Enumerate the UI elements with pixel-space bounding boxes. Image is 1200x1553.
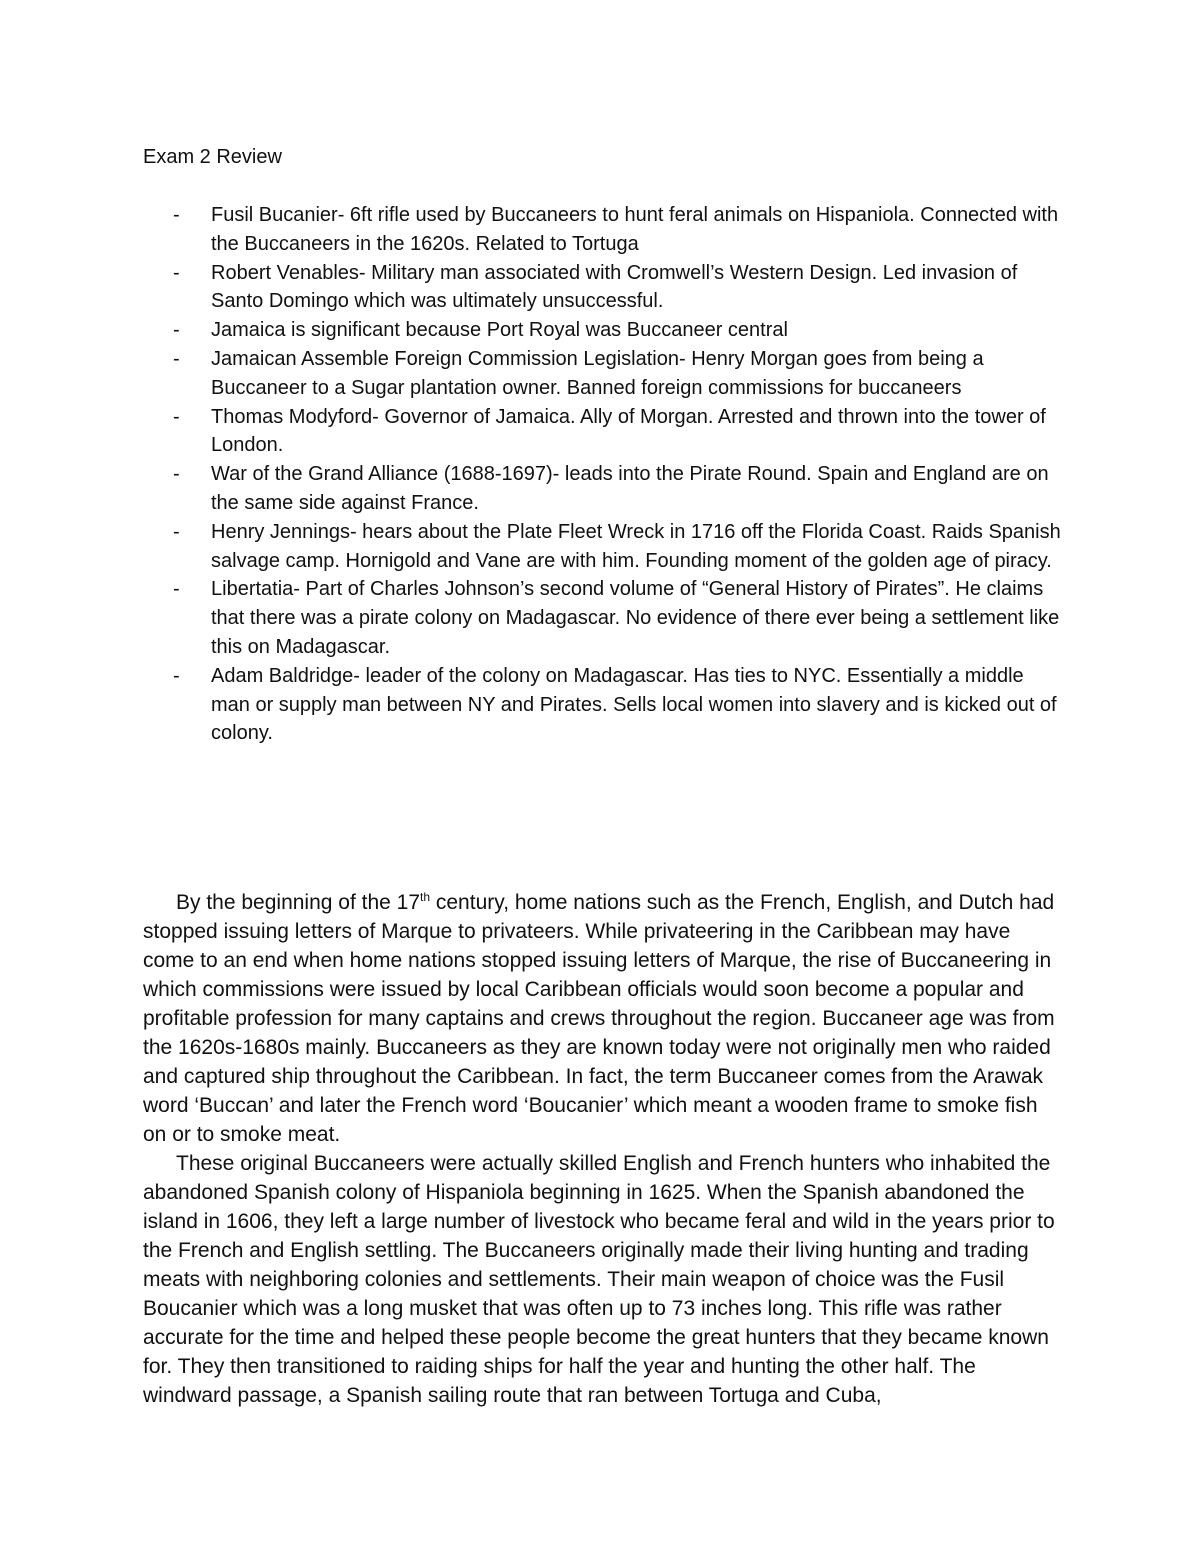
list-item	[143, 201, 1068, 259]
bullet-dash: -	[173, 261, 180, 284]
list-item	[143, 662, 1068, 748]
list-item-text: Adam Baldridge- leader of the colony on Madagascar. Has ties to NYC. Essentially a middle man or supply man between NY and Pirates. Sells local women into slavery and is kicked out of colony.	[211, 664, 1057, 745]
paragraph-text-rest: century, home nations such as the French, English, and Dutch had stopped issuing letters of Marque to privateers. While privateering in the Caribbean may have come to an end when home nations stopped issuing letters of Marque, the rise of Buccaneering in which commissions were issued by local Caribbean officials would soon become a popular and profitable profession for many captains and crews throughout the region. Buccaneer age was from the 1620s-1680s mainly. Buccaneers as they are known today were not originally men who raided and captured ship throughout the Caribbean. In fact, the term Buccaneer comes from the Arawak word ‘Buccan’ and later the French word ‘Boucanier’ which meant a wooden frame to smoke fish on or to smoke meat.	[143, 891, 1055, 1146]
list-item-text: Robert Venables- Military man associated with Cromwell’s Western Design. Led invasion of Santo Domingo which was ultimately unsuccessful.	[211, 261, 1018, 313]
list-item	[143, 518, 1068, 576]
bullet-dash: -	[173, 520, 180, 543]
bullet-dash: -	[173, 405, 180, 428]
list-item-text: Fusil Bucanier- 6ft rifle used by Buccaneers to hunt feral animals on Hispaniola. Connected with the Buccaneers in the 1620s. Related to Tortuga	[211, 204, 1059, 255]
list-item	[143, 259, 1068, 317]
list-item-text: Thomas Modyford- Governor of Jamaica. Ally of Morgan. Arrested and thrown into the tower of London.	[211, 405, 1046, 457]
list-item	[143, 316, 1068, 345]
essay-body	[143, 888, 1058, 1410]
list-item	[143, 345, 1068, 403]
bullet-dash: -	[173, 319, 180, 342]
essay-paragraph	[143, 888, 1058, 1149]
list-item	[143, 575, 1068, 661]
bullet-dash: -	[173, 204, 180, 226]
page-title: Exam 2 Review	[143, 146, 282, 168]
list-item-text: War of the Grand Alliance (1688-1697)- leads into the Pirate Round. Spain and England are on the same side against France.	[211, 463, 1049, 514]
bullet-dash: -	[173, 347, 180, 370]
list-item	[143, 403, 1068, 461]
bullet-dash: -	[173, 664, 180, 687]
ordinal-superscript: th	[420, 890, 431, 904]
review-list	[143, 201, 1068, 748]
list-item-text: Henry Jennings- hears about the Plate Fleet Wreck in 1716 off the Florida Coast. Raids Spanish salvage camp. Hornigold and Vane are with him. Founding moment of the golden age of piracy.	[211, 520, 1061, 572]
list-item-text: Jamaica is significant because Port Royal was Buccaneer central	[211, 319, 788, 342]
bullet-dash: -	[173, 463, 180, 486]
list-item-text: Jamaican Assemble Foreign Commission Legislation- Henry Morgan goes from being a Buccaneer to a Sugar plantation owner. Banned foreign commissions for buccaneers	[211, 347, 984, 399]
bullet-dash: -	[173, 578, 180, 601]
list-item	[143, 460, 1068, 518]
paragraph-text-start: By the beginning of the 17	[176, 891, 421, 914]
list-item-text: Libertatia- Part of Charles Johnson’s second volume of “General History of Pirates”. He claims that there was a pirate colony on Madagascar. No evidence of there ever being a settlement like this on Madagascar.	[211, 578, 1060, 658]
essay-paragraph: These original Buccaneers were actually skilled English and French hunters who inhabited the abandoned Spanish colony of Hispaniola beginning in 1625. When the Spanish abandoned the island in 1606, they left a large number of livestock who became feral and wild in the years prior to the French and English settling. The Buccaneers originally made their living hunting and trading meats with neighboring colonies and settlements. Their main weapon of choice was the Fusil Boucanier which was a long musket that was often up to 73 inches long. This rifle was rather accurate for the time and helped these people become the great hunters that they became known for. They then transitioned to raiding ships for half the year and hunting the other half. The windward passage, a Spanish sailing route that ran between Tortuga and Cuba,	[143, 1152, 1055, 1407]
